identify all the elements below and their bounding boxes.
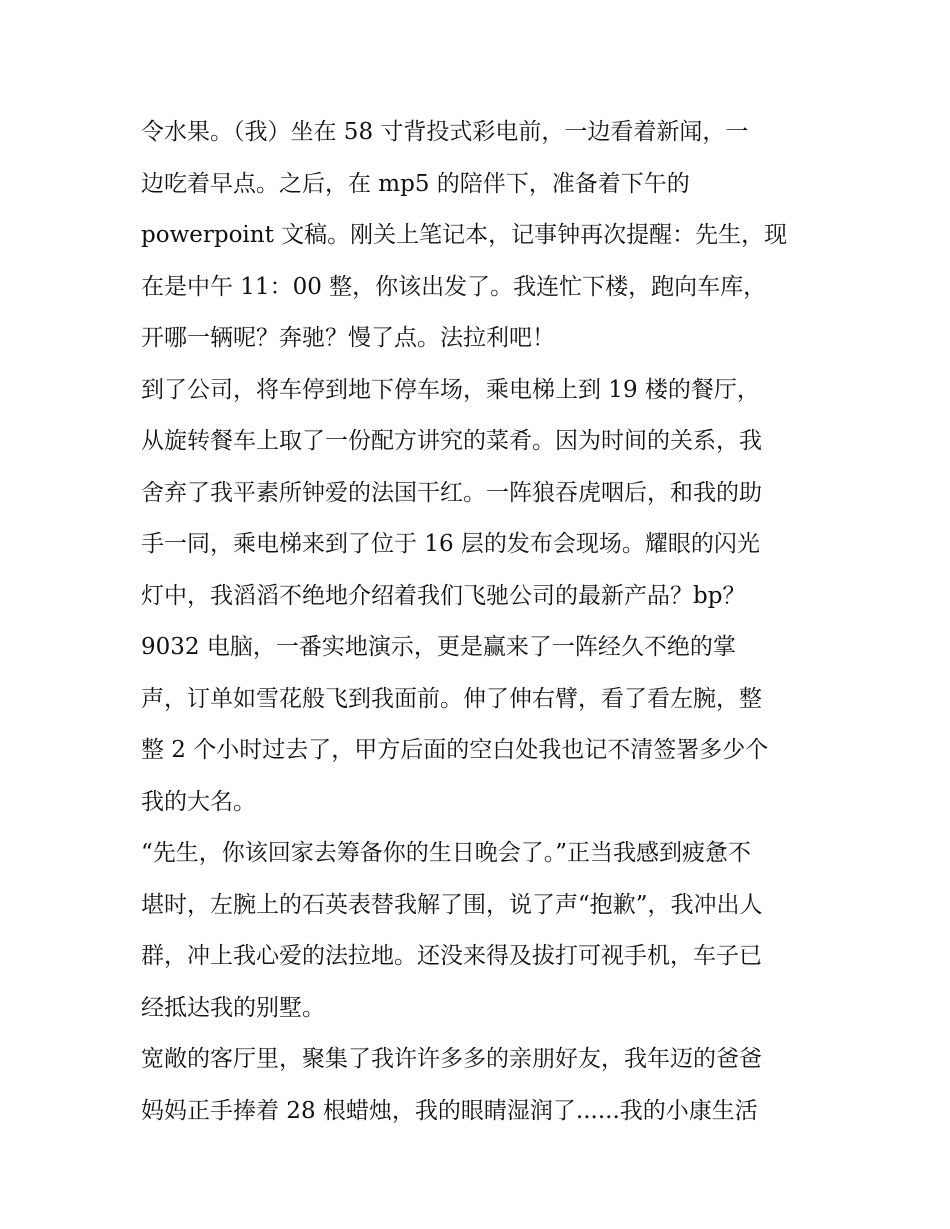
essay-body (141, 107, 813, 1137)
text-line: 开哪一辆呢？奔驰？慢了点。法拉利吧！ (141, 325, 555, 351)
text-line: 令水果。（我）坐在 58 寸背投式彩电前，一边看着新闻，一 (141, 119, 749, 145)
text-line: “先生，你该回家去筹备你的生日晚会了。”正当我感到疲惫不 (141, 840, 752, 866)
text-line: 整 2 个小时过去了，甲方后面的空白处我也记不清签署多少个 (141, 737, 769, 763)
text-line: 从旋转餐车上取了一份配方讲究的菜肴。因为时间的关系，我 (141, 428, 762, 454)
text-line: 经抵达我的别墅。 (141, 994, 325, 1021)
text-line: 宽敞的客厅里，聚集了我许许多多的亲朋好友，我年迈的爸爸 (141, 1046, 762, 1072)
text-line: 群，冲上我心爱的法拉地。还没来得及拔打可视手机，车子已 (141, 943, 762, 969)
text-line: 灯中，我滔滔不绝地介绍着我们飞驰公司的最新产品？bp？ (141, 582, 746, 609)
text-line: 手一同，乘电梯来到了位于 16 层的发布会现场。耀眼的闪光 (141, 531, 760, 557)
text-line: 堪时，左腕上的石英表替我解了围，说了声“抱歉”，我冲出人 (141, 891, 763, 918)
text-line: 妈妈正手捧着 28 根蜡烛，我的眼睛湿润了......我的小康生活 (141, 1097, 758, 1124)
text-line: 舍弃了我平素所钟爱的法国干红。一阵狼吞虎咽后，和我的助 (141, 479, 762, 506)
text-line: 到了公司，将车停到地下停车场，乘电梯上到 19 楼的餐厅， (141, 376, 760, 403)
text-line: 我的大名。 (141, 788, 256, 815)
text-line: 在是中午 11：00 整，你该出发了。我连忙下楼，跑向车库， (141, 273, 767, 300)
text-line: 声，订单如雪花般飞到我面前。伸了伸右臂，看了看左腕，整 (141, 685, 762, 712)
text-line: powerpoint 文稿。刚关上笔记本，记事钟再次提醒：先生，现 (141, 222, 788, 248)
text-line: 9032 电脑，一番实地演示，更是赢来了一阵经久不绝的掌 (141, 634, 736, 660)
text-line: 边吃着早点。之后，在 mp5 的陪伴下，准备着下午的 (141, 170, 690, 197)
